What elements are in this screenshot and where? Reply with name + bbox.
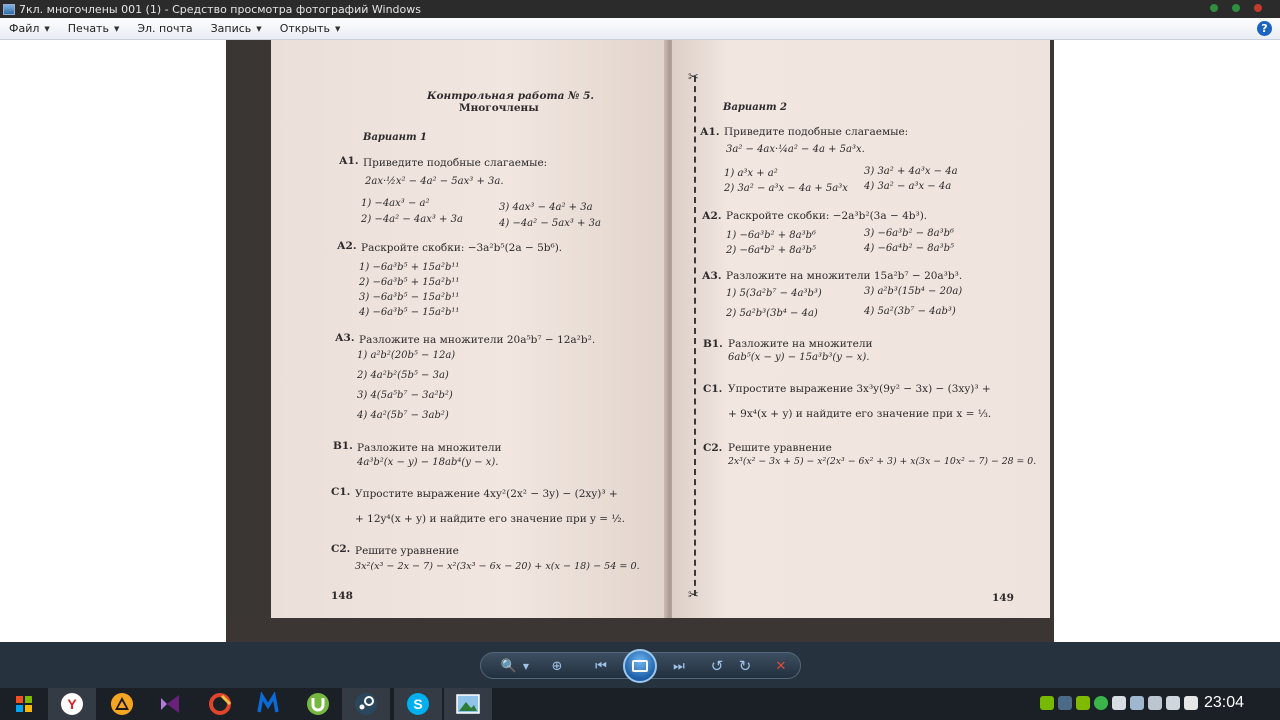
variant-heading: Вариант 1: [363, 132, 427, 143]
task-expression: 4a³b²(x − y) − 18ab⁴(y − x).: [357, 457, 499, 468]
answer-option: 3) 4ax³ − 4a² + 3a: [499, 202, 593, 213]
task-label: С2.: [703, 442, 723, 454]
variant-heading: Вариант 2: [723, 102, 787, 113]
test-subtitle: Многочлены: [459, 102, 539, 114]
task-text: Разложите на множители: [728, 338, 873, 350]
task-text: + 12y⁴(x + y) и найдите его значение при y = ½.: [355, 513, 625, 525]
taskbar-clock[interactable]: 23:04: [1204, 694, 1245, 711]
displayed-photo: [226, 40, 1054, 642]
visual-studio-icon[interactable]: [146, 688, 194, 720]
task-expression: 3x²(x³ − 2x − 7) − x²(3x³ − 6x − 20) + x(x − 18) − 54 = 0.: [355, 561, 640, 572]
steam-icon[interactable]: [342, 688, 390, 720]
photo-viewer-taskbar-icon[interactable]: [444, 688, 492, 720]
scissors-icon: ✂: [688, 70, 699, 85]
task-expression: 6ab⁵(x − y) − 15a³b³(y − x).: [728, 352, 870, 363]
task-text: Упростите выражение 3x³y(9y² − 3x) − (3xy)³ +: [728, 383, 991, 395]
chevron-down-icon: ▼: [44, 24, 50, 33]
utorrent-icon[interactable]: [294, 688, 342, 720]
answer-option: 1) −6a³b⁵ + 15a²b¹¹: [359, 262, 460, 273]
malwarebytes-icon[interactable]: [244, 688, 292, 720]
task-text: Раскройте скобки: −2a³b²(3a − 4b³).: [726, 210, 928, 222]
menu-email[interactable]: [128, 18, 201, 40]
yandex-glyph: Y: [67, 696, 77, 712]
task-text: Приведите подобные слагаемые:: [724, 126, 909, 138]
maximize-dot-icon[interactable]: [1232, 4, 1240, 12]
ccleaner-icon[interactable]: [196, 688, 244, 720]
task-text: + 9x⁴(x + y) и найдите его значение при x = ⅓.: [728, 408, 992, 420]
task-label: А1.: [339, 155, 359, 167]
answer-option: 3) 3a² + 4a³x − 4a: [864, 166, 958, 177]
answer-option: 2) −6a³b⁵ + 15a²b¹¹: [359, 277, 460, 288]
answer-option: 3) −6a³b² − 8a³b⁶: [864, 228, 955, 239]
task-label: А2.: [337, 240, 357, 252]
task-text: Приведите подобные слагаемые:: [363, 157, 548, 169]
window-controls: [1210, 4, 1262, 12]
whatsapp-tray-icon[interactable]: [1094, 696, 1108, 710]
menu-email-label: Эл. почта: [137, 22, 193, 35]
menu-bar: [0, 18, 1280, 40]
network-tray-icon[interactable]: [1112, 696, 1126, 710]
actual-size-icon[interactable]: ⊕: [551, 658, 563, 674]
answer-option: 2) 5a²b³(3b⁴ − 4a): [726, 308, 818, 319]
task-label: А2.: [702, 210, 722, 222]
task-text: Решите уравнение: [728, 442, 832, 454]
task-expression: 2x³(x² − 3x + 5) − x²(2x³ − 6x² + 3) + x(3x − 10x² − 7) − 28 = 0.: [728, 456, 1037, 467]
chevron-down-icon: ▼: [256, 24, 262, 33]
task-text: Решите уравнение: [355, 545, 459, 557]
skype-icon[interactable]: [394, 688, 442, 720]
answer-option: 3) a²b³(15b⁴ − 20a): [864, 286, 963, 297]
menu-print[interactable]: [59, 18, 129, 40]
page-number: 149: [992, 592, 1014, 604]
menu-burn-label: Запись: [210, 22, 252, 35]
task-label: С1.: [703, 383, 723, 395]
answer-option: 4) −4a² − 5ax³ + 3a: [499, 218, 601, 229]
answer-option: 4) 4a²(5b⁷ − 3ab²): [357, 410, 449, 421]
answer-option: 3) 4(5a⁵b⁷ − 3a²b²): [357, 390, 453, 401]
answer-option: 1) a³x + a²: [724, 168, 778, 179]
task-label: С2.: [331, 543, 351, 555]
answer-option: 2) 3a² − a³x − 4a + 5a³x: [724, 183, 848, 194]
chevron-down-icon: ▼: [334, 24, 341, 33]
rotate-cw-icon[interactable]: ↻: [738, 657, 752, 675]
flag-tray-icon[interactable]: [1184, 696, 1198, 710]
viewer-toolbar: [0, 642, 1280, 688]
system-tray: [1040, 696, 1198, 710]
task-expression: 2ax·½x² − 4a² − 5ax³ + 3a.: [365, 176, 504, 187]
answer-option: 3) −6a³b⁵ − 15a²b¹¹: [359, 292, 460, 303]
task-label: С1.: [331, 486, 351, 498]
test-title: Контрольная работа № 5.: [427, 90, 595, 102]
delete-icon[interactable]: ✕: [775, 658, 787, 674]
answer-option: 2) −6a⁴b² + 8a³b⁵: [726, 245, 817, 256]
task-label: В1.: [703, 338, 723, 350]
book-page-148: [271, 40, 667, 618]
page-number: 148: [331, 590, 353, 602]
answer-option: 2) 4a²b²(5b⁵ − 3a): [357, 370, 449, 381]
answer-option: 4) 3a² − a³x − 4a: [864, 181, 952, 192]
slideshow-icon: [632, 660, 648, 672]
task-label: А3.: [335, 332, 355, 344]
menu-open-label: Открыть: [279, 22, 330, 35]
menu-file[interactable]: [0, 18, 59, 40]
answer-option: 4) 5a²(3b⁷ − 4ab³): [864, 306, 956, 317]
taskbar: [0, 688, 1280, 720]
help-icon[interactable]: ?: [1257, 21, 1272, 36]
answer-option: 4) −6a⁴b² − 8a³b⁵: [864, 243, 955, 254]
menu-file-label: Файл: [9, 22, 40, 35]
skype-glyph: S: [413, 696, 423, 712]
menu-burn[interactable]: [202, 18, 271, 40]
answer-option: 1) −6a³b² + 8a³b⁶: [726, 230, 817, 241]
photo-bottom-edge: [226, 618, 1054, 642]
aimp-icon[interactable]: [98, 688, 146, 720]
yandex-browser-icon[interactable]: [48, 688, 96, 720]
utorrent-tray-icon[interactable]: [1076, 696, 1090, 710]
slideshow-button[interactable]: [623, 649, 657, 683]
task-label: А3.: [702, 270, 722, 282]
photo-viewer-app-icon: [3, 4, 15, 15]
close-dot-icon[interactable]: [1254, 4, 1262, 12]
menu-open[interactable]: [271, 18, 350, 40]
scissors-icon: ✂: [688, 588, 699, 603]
chevron-down-icon: ▼: [113, 24, 120, 33]
volume-tray-icon[interactable]: [1166, 696, 1180, 710]
task-expression: 3a² − 4ax·¼a² − 4a + 5a³x.: [726, 144, 865, 155]
task-text: Упростите выражение 4xy²(2x² − 3y) − (2xy)³ +: [355, 488, 618, 500]
menu-print-label: Печать: [67, 22, 109, 35]
answer-option: 1) 5(3a²b⁷ − 4a³b³): [726, 288, 822, 299]
photo-viewport: [0, 40, 1280, 642]
answer-option: 1) −4ax³ − a²: [361, 198, 430, 209]
minimize-dot-icon[interactable]: [1210, 4, 1218, 12]
zoom-chevron-down-icon[interactable]: ▼: [522, 661, 530, 671]
nvidia-tray-icon[interactable]: [1040, 696, 1054, 710]
monitor-tray-icon[interactable]: [1148, 696, 1162, 710]
rotate-ccw-icon[interactable]: ↺: [710, 657, 724, 675]
task-text: Разложите на множители: [357, 442, 502, 454]
windows-start-icon[interactable]: [0, 688, 48, 720]
task-text: Разложите на множители 20a⁵b⁷ − 12a²b².: [359, 334, 596, 346]
task-text: Разложите на множители 15a²b⁷ − 20a³b³.: [726, 270, 963, 282]
task-label: А1.: [700, 126, 720, 138]
zoom-icon[interactable]: 🔍: [500, 658, 518, 674]
steam-tray-icon[interactable]: [1058, 696, 1072, 710]
next-icon[interactable]: ⏭: [673, 658, 685, 674]
task-text: Раскройте скобки: −3a²b⁵(2a − 5b⁶).: [361, 242, 563, 254]
window-titlebar: [0, 0, 1280, 18]
window-title: 7кл. многочлены 001 (1) - Средство просмотра фотографий Windows: [19, 2, 421, 16]
task-label: В1.: [333, 440, 353, 452]
book-page-149: [672, 40, 1050, 618]
cut-line: [694, 76, 696, 596]
answer-option: 4) −6a³b⁵ − 15a²b¹¹: [359, 307, 460, 318]
previous-icon[interactable]: ⏮: [595, 658, 607, 674]
answer-option: 2) −4a² − 4ax³ + 3a: [361, 214, 463, 225]
usb-tray-icon[interactable]: [1130, 696, 1144, 710]
answer-option: 1) a²b²(20b⁵ − 12a): [357, 350, 456, 361]
